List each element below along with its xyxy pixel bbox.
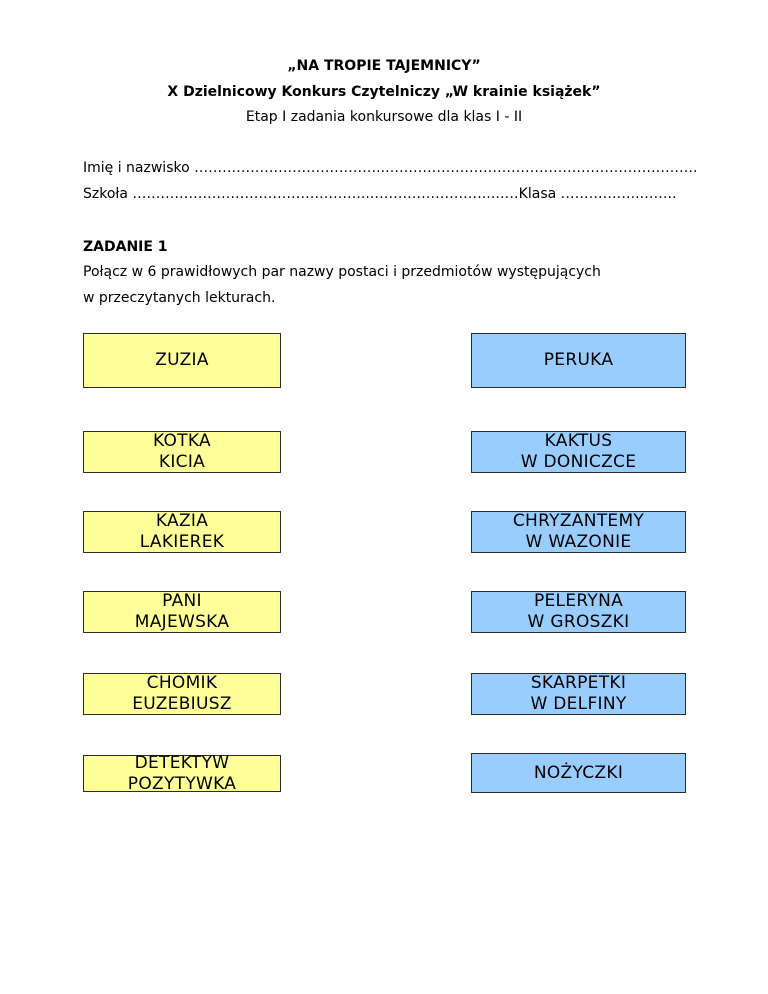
task-instruction-1: Połącz w 6 prawidłowych par nazwy postaci i przedmiotów występujących <box>83 264 601 280</box>
object-box[interactable]: KAKTUS W DONICZCE <box>471 431 686 473</box>
task-heading: ZADANIE 1 <box>83 239 168 255</box>
school-field-line: Szkoła …………………………………………...……………………..……Klasa ……………..…….. <box>83 186 677 202</box>
task-instruction-2: w przeczytanych lekturach. <box>83 290 276 306</box>
character-box[interactable]: PANI MAJEWSKA <box>83 591 281 633</box>
name-field-line: Imię i nazwisko …………………………………..…………………………………………………………. <box>83 160 698 176</box>
character-box[interactable]: KOTKA KICIA <box>83 431 281 473</box>
contest-subtitle: X Dzielnicowy Konkurs Czytelniczy „W krainie książek” <box>167 84 601 100</box>
object-box[interactable]: PERUKA <box>471 333 686 388</box>
object-box[interactable]: NOŻYCZKI <box>471 753 686 793</box>
character-box[interactable]: DETEKTYW POZYTYWKA <box>83 755 281 792</box>
character-box[interactable]: ZUZIA <box>83 333 281 388</box>
character-box[interactable]: KAZIA LAKIEREK <box>83 511 281 553</box>
object-box[interactable]: CHRYZANTEMY W WAZONIE <box>471 511 686 553</box>
character-box[interactable]: CHOMIK EUZEBIUSZ <box>83 673 281 715</box>
contest-title: „NA TROPIE TAJEMNICY” <box>287 58 481 74</box>
stage-line: Etap I zadania konkursowe dla klas I - II <box>245 109 523 125</box>
object-box[interactable]: SKARPETKI W DELFINY <box>471 673 686 715</box>
object-box[interactable]: PELERYNA W GROSZKI <box>471 591 686 633</box>
